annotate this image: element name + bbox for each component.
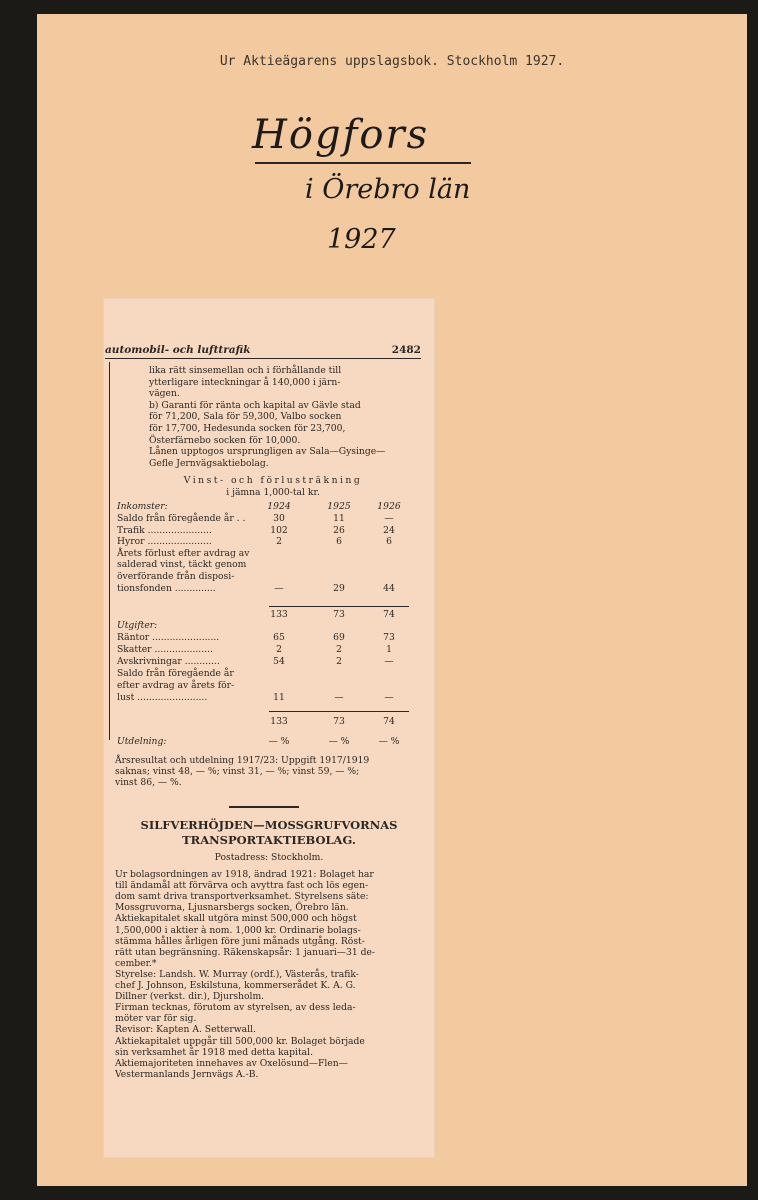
company-title-line-2: TRANSPORTAKTIEBOLAG. bbox=[182, 833, 356, 847]
row-value: 2 bbox=[276, 536, 282, 548]
table-row bbox=[117, 632, 413, 643]
dividend-row bbox=[117, 736, 413, 747]
dividend-label: Utdelning: bbox=[117, 736, 167, 747]
intro-line: Gefle Jernvägsaktiebolag. bbox=[149, 457, 269, 469]
body-line: Aktiekapitalet skall utgöra minst 500,000 och högst bbox=[115, 913, 357, 925]
body-line: dom samt driva transportverksamhet. Styrelsens säte: bbox=[115, 891, 369, 903]
row-label: Saldo från föregående år bbox=[117, 668, 234, 679]
row-label: Trafik ...................... bbox=[117, 524, 212, 536]
expense-header-row bbox=[117, 620, 413, 631]
row-value: 30 bbox=[273, 513, 285, 524]
year-1925: 1925 bbox=[327, 501, 351, 512]
row-label: Skatter .................... bbox=[117, 644, 213, 655]
intro-line: för 71,200, Sala för 59,300, Valbo socken bbox=[149, 411, 342, 423]
row-label: efter avdrag av årets för- bbox=[117, 680, 235, 691]
body-line: Styrelse: Landsh. W. Murray (ordf.), Västerås, trafik- bbox=[115, 968, 359, 980]
year-1926: 1926 bbox=[377, 501, 401, 512]
row-value: 11 bbox=[273, 692, 285, 703]
row-value: 2 bbox=[336, 656, 342, 667]
typed-source-line: Ur Aktieägarens uppslagsbok. Stockholm 1927. bbox=[219, 54, 565, 69]
results-line: saknas; vinst 48, — %; vinst 31, — %; vinst 59, — %; bbox=[115, 766, 360, 778]
clipping-header bbox=[105, 344, 421, 359]
year-1924: 1924 bbox=[267, 501, 291, 512]
handwritten-title: Högfors bbox=[252, 112, 430, 158]
row-value: — bbox=[384, 513, 394, 524]
section-separator bbox=[229, 806, 299, 808]
row-value: 26 bbox=[333, 524, 345, 536]
table-row bbox=[117, 548, 413, 559]
expense-total-1925: 73 bbox=[333, 716, 345, 727]
newspaper-clipping bbox=[103, 298, 435, 1158]
intro-line: vägen. bbox=[149, 388, 180, 400]
row-value: 73 bbox=[383, 632, 395, 643]
intro-line: lika rätt sinsemellan och i förhållande till bbox=[149, 365, 342, 376]
table-row bbox=[117, 668, 413, 679]
row-value: 65 bbox=[273, 632, 285, 643]
row-value: 2 bbox=[336, 644, 342, 655]
row-value: 69 bbox=[333, 632, 345, 643]
document-sheet bbox=[37, 14, 747, 1186]
row-label: Räntor ....................... bbox=[117, 632, 220, 643]
row-value: — bbox=[334, 692, 344, 703]
table-row bbox=[117, 513, 413, 524]
table-row bbox=[117, 571, 413, 582]
row-value: 44 bbox=[383, 582, 395, 594]
expense-label: Utgifter: bbox=[117, 620, 158, 631]
row-value: — bbox=[274, 582, 284, 594]
row-label: Avskrivningar ............ bbox=[117, 656, 220, 667]
row-label: Saldo från föregående år . . bbox=[117, 513, 246, 524]
body-line: Mossgruvorna, Ljusnarsbergs socken, Örebro län. bbox=[115, 902, 349, 914]
body-line: Ur bolagsordningen av 1918, ändrad 1921: Bolaget har bbox=[115, 869, 374, 880]
dividend-1924: — % bbox=[268, 736, 290, 747]
dividend-1925: — % bbox=[328, 736, 350, 747]
body-line: Firman tecknas, förutom av styrelsen, av dess leda- bbox=[115, 1002, 356, 1014]
handwritten-location: i Örebro län bbox=[305, 174, 471, 205]
body-line: Aktiekapitalet uppgår till 500,000 kr. Bolaget började bbox=[115, 1035, 365, 1047]
row-value: 102 bbox=[270, 524, 288, 536]
row-value: — bbox=[384, 656, 394, 667]
intro-line: Österfärnebo socken för 10,000. bbox=[149, 434, 301, 446]
handwritten-underline bbox=[255, 162, 471, 164]
row-label: salderad vinst, täckt genom bbox=[117, 559, 247, 571]
table-row bbox=[117, 536, 413, 547]
expense-total-1926: 74 bbox=[383, 716, 395, 727]
intro-line: ytterligare inteckningar å 140,000 i järn- bbox=[149, 376, 341, 388]
pl-title: Vinst- och förlusträkning bbox=[183, 475, 363, 486]
row-value: 24 bbox=[383, 524, 395, 536]
expense-total-row bbox=[117, 716, 413, 727]
row-value: 2 bbox=[276, 644, 282, 655]
body-line: stämma hålles årligen före juni månads utgång. Röst- bbox=[115, 935, 365, 947]
row-value: 6 bbox=[336, 536, 342, 548]
table-row bbox=[117, 644, 413, 655]
body-line: 1,500,000 i aktier à nom. 1,000 kr. Ordinarie bolags- bbox=[115, 924, 361, 936]
body-line: Dillner (verkst. dir.), Djursholm. bbox=[115, 991, 265, 1003]
row-label: Årets förlust efter avdrag av bbox=[117, 547, 250, 559]
body-line: sin verksamhet år 1918 med detta kapital. bbox=[115, 1046, 313, 1058]
body-line: Revisor: Kapten A. Setterwall. bbox=[115, 1024, 256, 1036]
body-line: rätt utan begränsning. Räkenskapsår: 1 januari—31 de- bbox=[115, 946, 376, 958]
row-label: Hyror ...................... bbox=[117, 536, 212, 548]
table-row bbox=[117, 656, 413, 667]
row-value: 11 bbox=[333, 513, 345, 524]
row-value: 54 bbox=[273, 656, 285, 667]
income-total-row bbox=[117, 609, 413, 620]
income-header-row bbox=[117, 501, 413, 512]
body-line: Vestermanlands Jernvägs A.-B. bbox=[115, 1068, 259, 1080]
table-row bbox=[117, 583, 413, 594]
row-value: 6 bbox=[386, 536, 392, 548]
company-title-line-1: SILFVERHÖJDEN—MOSSGRUFVORNAS bbox=[140, 818, 398, 832]
row-label: lust ........................ bbox=[117, 692, 208, 703]
income-label: Inkomster: bbox=[117, 501, 168, 512]
body-line: cember.* bbox=[115, 957, 157, 969]
pl-subtitle: i jämna 1,000-tal kr. bbox=[226, 487, 320, 498]
row-value: 1 bbox=[386, 644, 392, 655]
income-total-1924: 133 bbox=[270, 609, 288, 620]
row-label: överförande från disposi- bbox=[117, 571, 235, 582]
section-title: automobil- och lufttrafik bbox=[105, 344, 251, 356]
income-total-1925: 73 bbox=[333, 609, 345, 620]
intro-line: för 17,700, Hedesunda socken för 23,700, bbox=[149, 423, 346, 434]
table-row bbox=[117, 692, 413, 703]
handwritten-year: 1927 bbox=[327, 224, 396, 255]
table-row bbox=[117, 525, 413, 536]
results-line: vinst 86, — %. bbox=[115, 777, 182, 789]
body-line: Aktiemajoriteten innehaves av Oxelösund—Flen— bbox=[115, 1057, 348, 1069]
income-total-1926: 74 bbox=[383, 609, 395, 620]
table-row bbox=[117, 680, 413, 691]
results-line: Årsresultat och utdelning 1917/23: Uppgift 1917/1919 bbox=[115, 755, 370, 766]
body-line: möter var för sig. bbox=[115, 1013, 197, 1025]
body-line: chef J. Johnson, Eskilstuna, kommerserådet K. A. G. bbox=[115, 980, 356, 991]
intro-line: Lånen upptogos ursprungligen av Sala—Gysinge— bbox=[149, 446, 386, 458]
row-value: — bbox=[384, 692, 394, 703]
table-row bbox=[117, 559, 413, 570]
row-label: tionsfonden .............. bbox=[117, 582, 216, 594]
row-value: 29 bbox=[333, 582, 345, 594]
dividend-1926: — % bbox=[378, 736, 400, 747]
body-line: till ändamål att förvärva och avyttra fast och lös egen- bbox=[115, 880, 369, 892]
column-rule bbox=[109, 362, 110, 740]
income-total-rule bbox=[269, 606, 409, 607]
postal-address: Postadress: Stockholm. bbox=[214, 852, 324, 863]
expense-total-rule bbox=[269, 711, 409, 712]
intro-line: b) Garanti för ränta och kapital av Gävle stad bbox=[149, 399, 361, 411]
expense-total-1924: 133 bbox=[270, 716, 288, 727]
page-number: 2482 bbox=[391, 344, 421, 356]
